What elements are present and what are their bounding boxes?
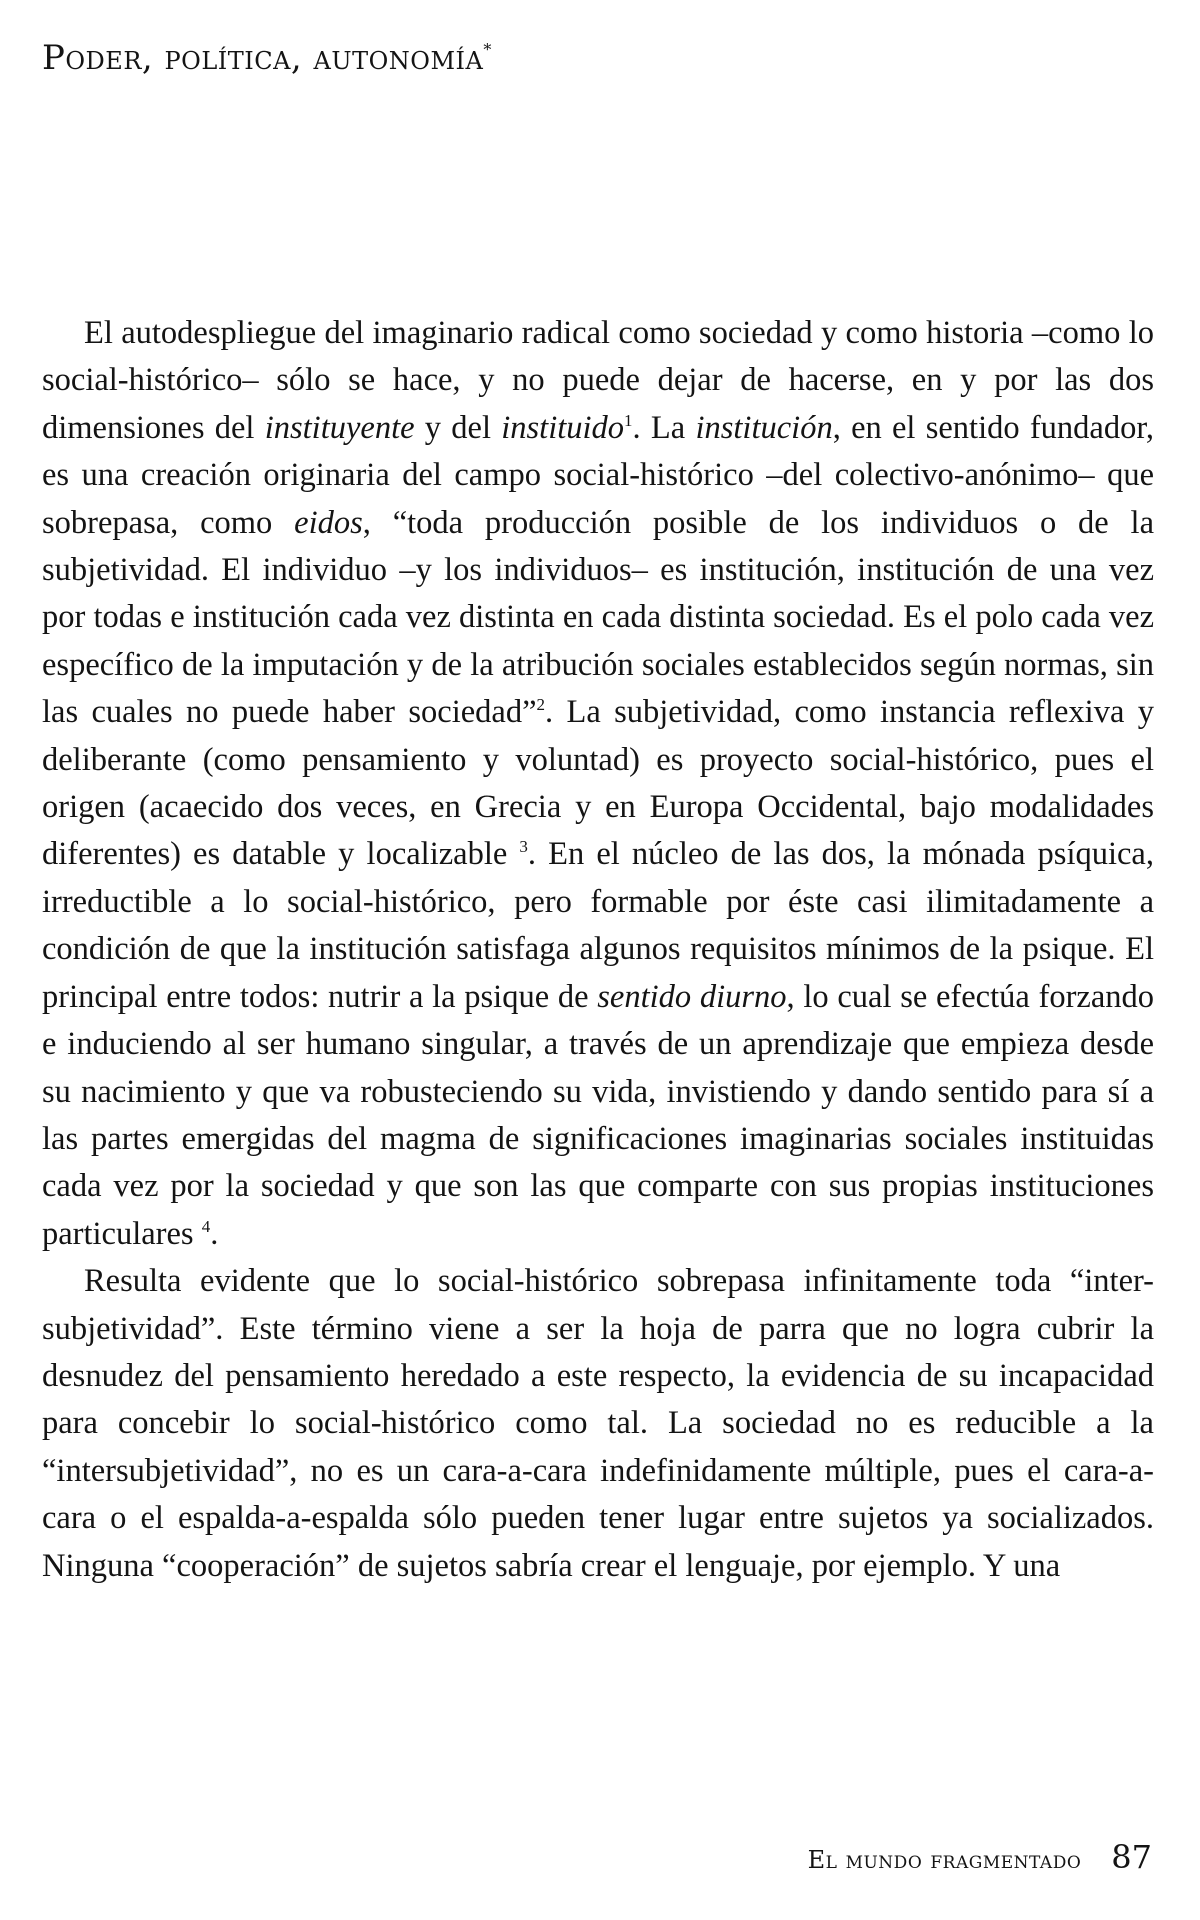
paragraph	[42, 310, 1154, 1258]
text-run: . En el núcleo de las dos, la mónada psíquica, irreductible a lo social-histórico, pero formable por éste casi ilimitadamente a condición de que la institución satisfaga algunos requisitos mínimos de la psique. El principal entre todos: nutrir a la psique de	[42, 836, 1154, 1015]
text-run: Resulta evidente que lo social-histórico sobrepasa infinitamente toda “inter-subjetividad”. Este término viene a ser la hoja de parra que no logra cubrir la desnudez del pensamiento heredado a este respecto, la evidencia de su incapacidad para concebir lo social-histórico como tal. La sociedad no es reducible a la “intersubjetividad”, no es un cara-a-cara indefinidamente múltiple, pues el cara-a-cara o el espalda-a-espalda sólo pueden tener lugar entre sujetos ya socializados. Ninguna “cooperación” de sujetos sabría crear el lenguaje, por ejemplo. Y una	[42, 1263, 1154, 1584]
footnote-ref: 2	[536, 695, 545, 715]
emphasis-text: eidos	[294, 504, 363, 541]
text-run: .	[210, 1215, 219, 1252]
footnote-ref: 1	[624, 410, 633, 430]
page-footer	[808, 1838, 1152, 1876]
text-run: y del	[414, 409, 502, 446]
text-run: , en el sentido fundador, es una creación originaria del campo social-histórico –del colectivo-anónimo– que sobrepasa, como	[42, 409, 1154, 541]
chapter-title-text: Poder, política, autonomía	[42, 38, 484, 78]
chapter-title	[42, 38, 492, 78]
text-run: , lo cual se efectúa forzando e induciendo al ser humano singular, a través de un aprendizaje que empieza desde su nacimiento y que va robusteciendo su vida, invistiendo y dando sentido para sí a las partes emergidas del magma de significaciones imaginarias sociales instituidas cada vez por la sociedad y que son las que comparte con sus propias instituciones particulares	[42, 978, 1155, 1252]
text-run: . La	[632, 409, 696, 446]
text-run: , “toda producción posible de los individuos o de la subjetividad. El individuo –y los individuos– es institución, institución de una vez por todas e institución cada vez distinta en cada distinta sociedad. Es el polo cada vez específico de la imputación y de la atribución sociales establecidos según normas, sin las cuales no puede haber sociedad”	[42, 504, 1154, 731]
footnote-ref: 3	[519, 837, 528, 857]
emphasis-text: instituyente	[264, 409, 415, 446]
text-run: El autodespliegue del imaginario radical como sociedad y como historia –como lo social-histórico– sólo se hace, y no puede dejar de hacerse, en y por las dos dimensiones del	[42, 315, 1154, 446]
page-number: 87	[1111, 1838, 1152, 1876]
footnote-ref: 4	[201, 1216, 211, 1236]
paragraph	[42, 1258, 1154, 1590]
emphasis-text: instituido	[501, 409, 625, 446]
emphasis-text: institución	[695, 409, 833, 446]
body-text	[42, 310, 1154, 1590]
running-footer: El mundo fragmentado	[807, 1846, 1082, 1874]
emphasis-text: sentido diurno	[597, 978, 787, 1015]
text-run: . La subjetividad, como instancia reflexiva y deliberante (como pensamiento y voluntad) es proyecto social-histórico, pues el origen (acaecido dos veces, en Grecia y en Europa Occidental, bajo modalidades diferentes) es datable y localizable	[42, 694, 1154, 873]
title-footnote-mark: *	[483, 40, 492, 59]
